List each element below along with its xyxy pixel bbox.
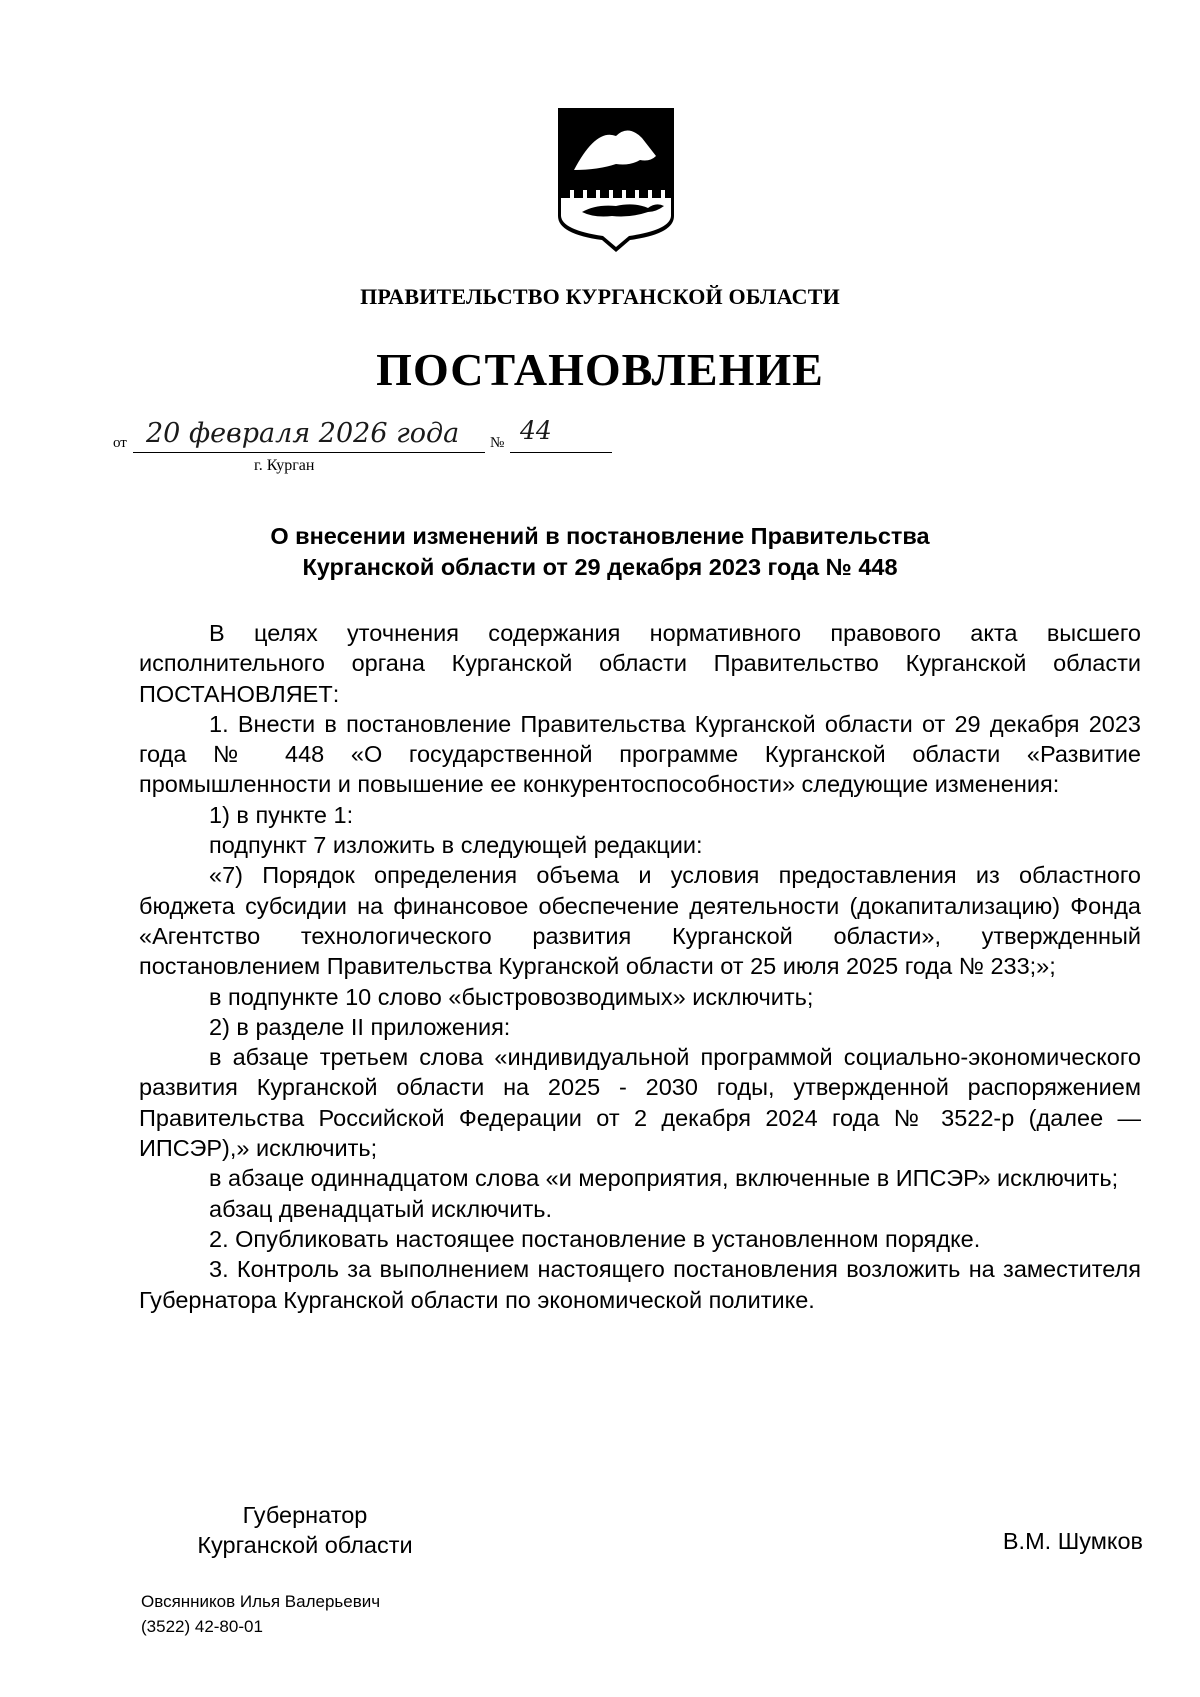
document-subject [0,521,1200,583]
city-label: г. Курган [254,457,315,474]
body-paragraph: 1) в пункте 1: [209,801,354,828]
body-paragraph: в подпункте 10 слово «быстровозводимых» исключить; [209,983,814,1010]
signatory-title-line-1: Губернатор [242,1502,368,1528]
date-underline [133,452,485,453]
document-type-title: ПОСТАНОВЛЕНИЕ [376,344,824,395]
body-paragraph: В целях уточнения содержания нормативного правового акта высшего исполнительного органа Курганской области Правительство Курганской области ПОСТАНОВЛЯЕТ: [139,620,1141,707]
executor-name: Овсянников Илья Валерьевич [141,1592,381,1611]
document-body [139,618,1141,1315]
body-paragraph: 2) в разделе II приложения: [209,1013,511,1040]
signatory-title-line-2: Курганской области [197,1532,413,1558]
body-paragraph: подпункт 7 изложить в следующей редакции: [209,832,703,859]
body-paragraph: 1. Внести в постановление Правительства Курганской области от 29 декабря 2023 года № 448 «О государственной программе Курганской области «Развитие промышленности и повышение ее конкурентоспособности» следующие изменения: [139,710,1141,798]
signatory-title [170,1500,440,1560]
subject-line-1: О внесении изменений в постановление Правительства [270,523,930,549]
handwritten-date: 20 февраля 2026 года [146,418,460,449]
body-paragraph: 3. Контроль за выполнением настоящего постановления возложить на заместителя Губернатора Курганской области по экономической политике. [139,1256,1141,1313]
coat-of-arms-emblem [556,106,676,256]
executor-phone: (3522) 42-80-01 [141,1617,263,1636]
government-name: ПРАВИТЕЛЬСТВО КУРГАНСКОЙ ОБЛАСТИ [360,284,840,309]
executor-info [141,1589,380,1639]
body-paragraph: в абзаце одиннадцатом слова «и мероприятия, включенные в ИПСЭР» исключить; [209,1165,1119,1192]
signatory-name: В.М. Шумков [1002,1528,1143,1554]
body-paragraph: 2. Опубликовать настоящее постановление в установленном порядке. [209,1225,981,1252]
body-paragraph: абзац двенадцатый исключить. [209,1195,553,1222]
body-paragraph: «7) Порядок определения объема и условия предоставления из областного бюджета субсидии на финансовое обеспечение деятельности (докапитализацию) Фонда «Агентство технологического развития Курганской области», утвержденный постановлением Правительства Курганской области от 25 июля 2025 года № 233;»; [139,862,1141,980]
date-prefix: от [113,435,127,451]
subject-line-2: Курганской области от 29 декабря 2023 года № 448 [302,554,898,580]
number-label: № [490,435,505,451]
handwritten-number: 44 [520,416,552,445]
body-paragraph: в абзаце третьем слова «индивидуальной программой социально-экономического развития Курганской области на 2025 - 2030 годы, утвержденной распоряжением Правительства Российской Федерации от 2 декабря 2024 года № 3522-р (далее — ИПСЭР),» исключить; [139,1044,1141,1162]
number-underline [510,452,612,453]
